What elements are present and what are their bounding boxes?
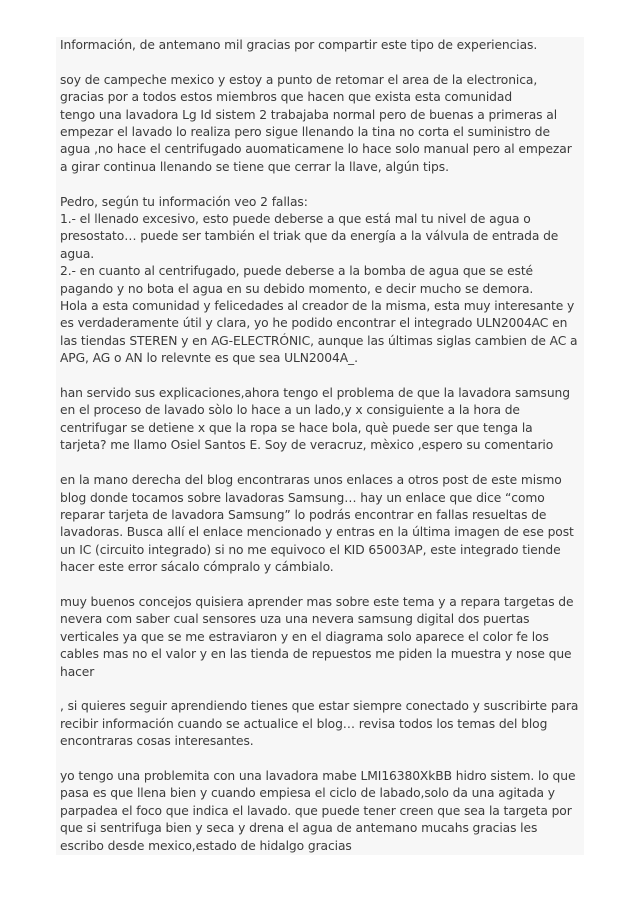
paragraph-1: Información, de antemano mil gracias por compartir este tipo de experiencias. bbox=[56, 37, 584, 54]
paragraph-gap bbox=[56, 577, 584, 594]
paragraph-gap bbox=[56, 751, 584, 768]
paragraph-gap bbox=[56, 368, 584, 385]
paragraph-gap bbox=[56, 176, 584, 193]
paragraph-gap bbox=[56, 54, 584, 71]
document-body bbox=[56, 37, 584, 855]
paragraph-3: Pedro, según tu información veo 2 fallas: 1.- el llenado excesivo, esto puede deberse a que está mal tu nivel de agua o presostato… puede ser también el triak que da energía a la válvula de entrada de agua. 2.- en cuanto al centrifugado, puede deberse a la bomba de agua que se esté pagando y no bota el agua en su debido momento, e decir mucho se demora. Hola a esta comunidad y felicedades al creador de la misma, esta muy interesante y es verdaderamente útil y clara, yo he podido encontrar el integrado ULN2004AC en las tiendas STEREN y en AG-ELECTRÓNIC, aunque las últimas siglas cambien de AC a APG, AG o AN lo relevnte es que sea ULN2004A_. bbox=[56, 194, 584, 368]
paragraph-5: en la mano derecha del blog encontraras unos enlaces a otros post de este mismo blog donde tocamos sobre lavadoras Samsung… hay un enlace que dice “como reparar tarjeta de lavadora Samsung” lo podrás encontrar en fallas resueltas de lavadoras. Busca allí el enlace mencionado y entras en la última imagen de ese post un IC (circuito integrado) si no me equivoco el KID 65003AP, este integrado tiende hacer este error sácalo cómpralo y cámbialo. bbox=[56, 472, 584, 576]
paragraph-6: muy buenos concejos quisiera aprender mas sobre este tema y a repara targetas de nevera com saber cual sensores uza una nevera samsung digital dos puertas verticales ya que se me estraviaron y en el diagrama solo aparece el color fe los cables mas no el valor y en las tienda de repuestos me piden la muestra y nose que hacer bbox=[56, 594, 584, 681]
paragraph-gap bbox=[56, 455, 584, 472]
paragraph-2: soy de campeche mexico y estoy a punto de retomar el area de la electronica, gracias por a todos estos miembros que hacen que exista esta comunidad tengo una lavadora Lg Id sistem 2 trabajaba normal pero de buenas a primeras al empezar el lavado lo realiza pero sigue llenando la tina no corta el suministro de agua ,no hace el centrifugado auomaticamene lo hace solo manual pero al empezar a girar continua llenando se tiene que cerrar la llave, algún tips. bbox=[56, 72, 584, 176]
paragraph-gap bbox=[56, 681, 584, 698]
paragraph-7: , si quieres seguir aprendiendo tienes que estar siempre conectado y suscribirte para recibir información cuando se actualice el blog… revisa todos los temas del blog encontraras cosas interesantes. bbox=[56, 698, 584, 750]
paragraph-8: yo tengo una problemita con una lavadora mabe LMI16380XkBB hidro sistem. lo que pasa es que llena bien y cuando empiesa el ciclo de labado,solo da una agitada y parpadea el foco que indica el lavado. que puede tener creen que sea la targeta por que si sentrifuga bien y seca y drena el agua de antemano mucahs gracias les escribo desde mexico,estado de hidalgo gracias bbox=[56, 768, 584, 855]
paragraph-4: han servido sus explicaciones,ahora tengo el problema de que la lavadora samsung en el proceso de lavado sòlo lo hace a un lado,y x consiguiente a la hora de centrifugar se detiene x que la ropa se hace bola, què puede ser que tenga la tarjeta? me llamo Osiel Santos E. Soy de veracruz, mèxico ,espero su comentario bbox=[56, 385, 584, 455]
